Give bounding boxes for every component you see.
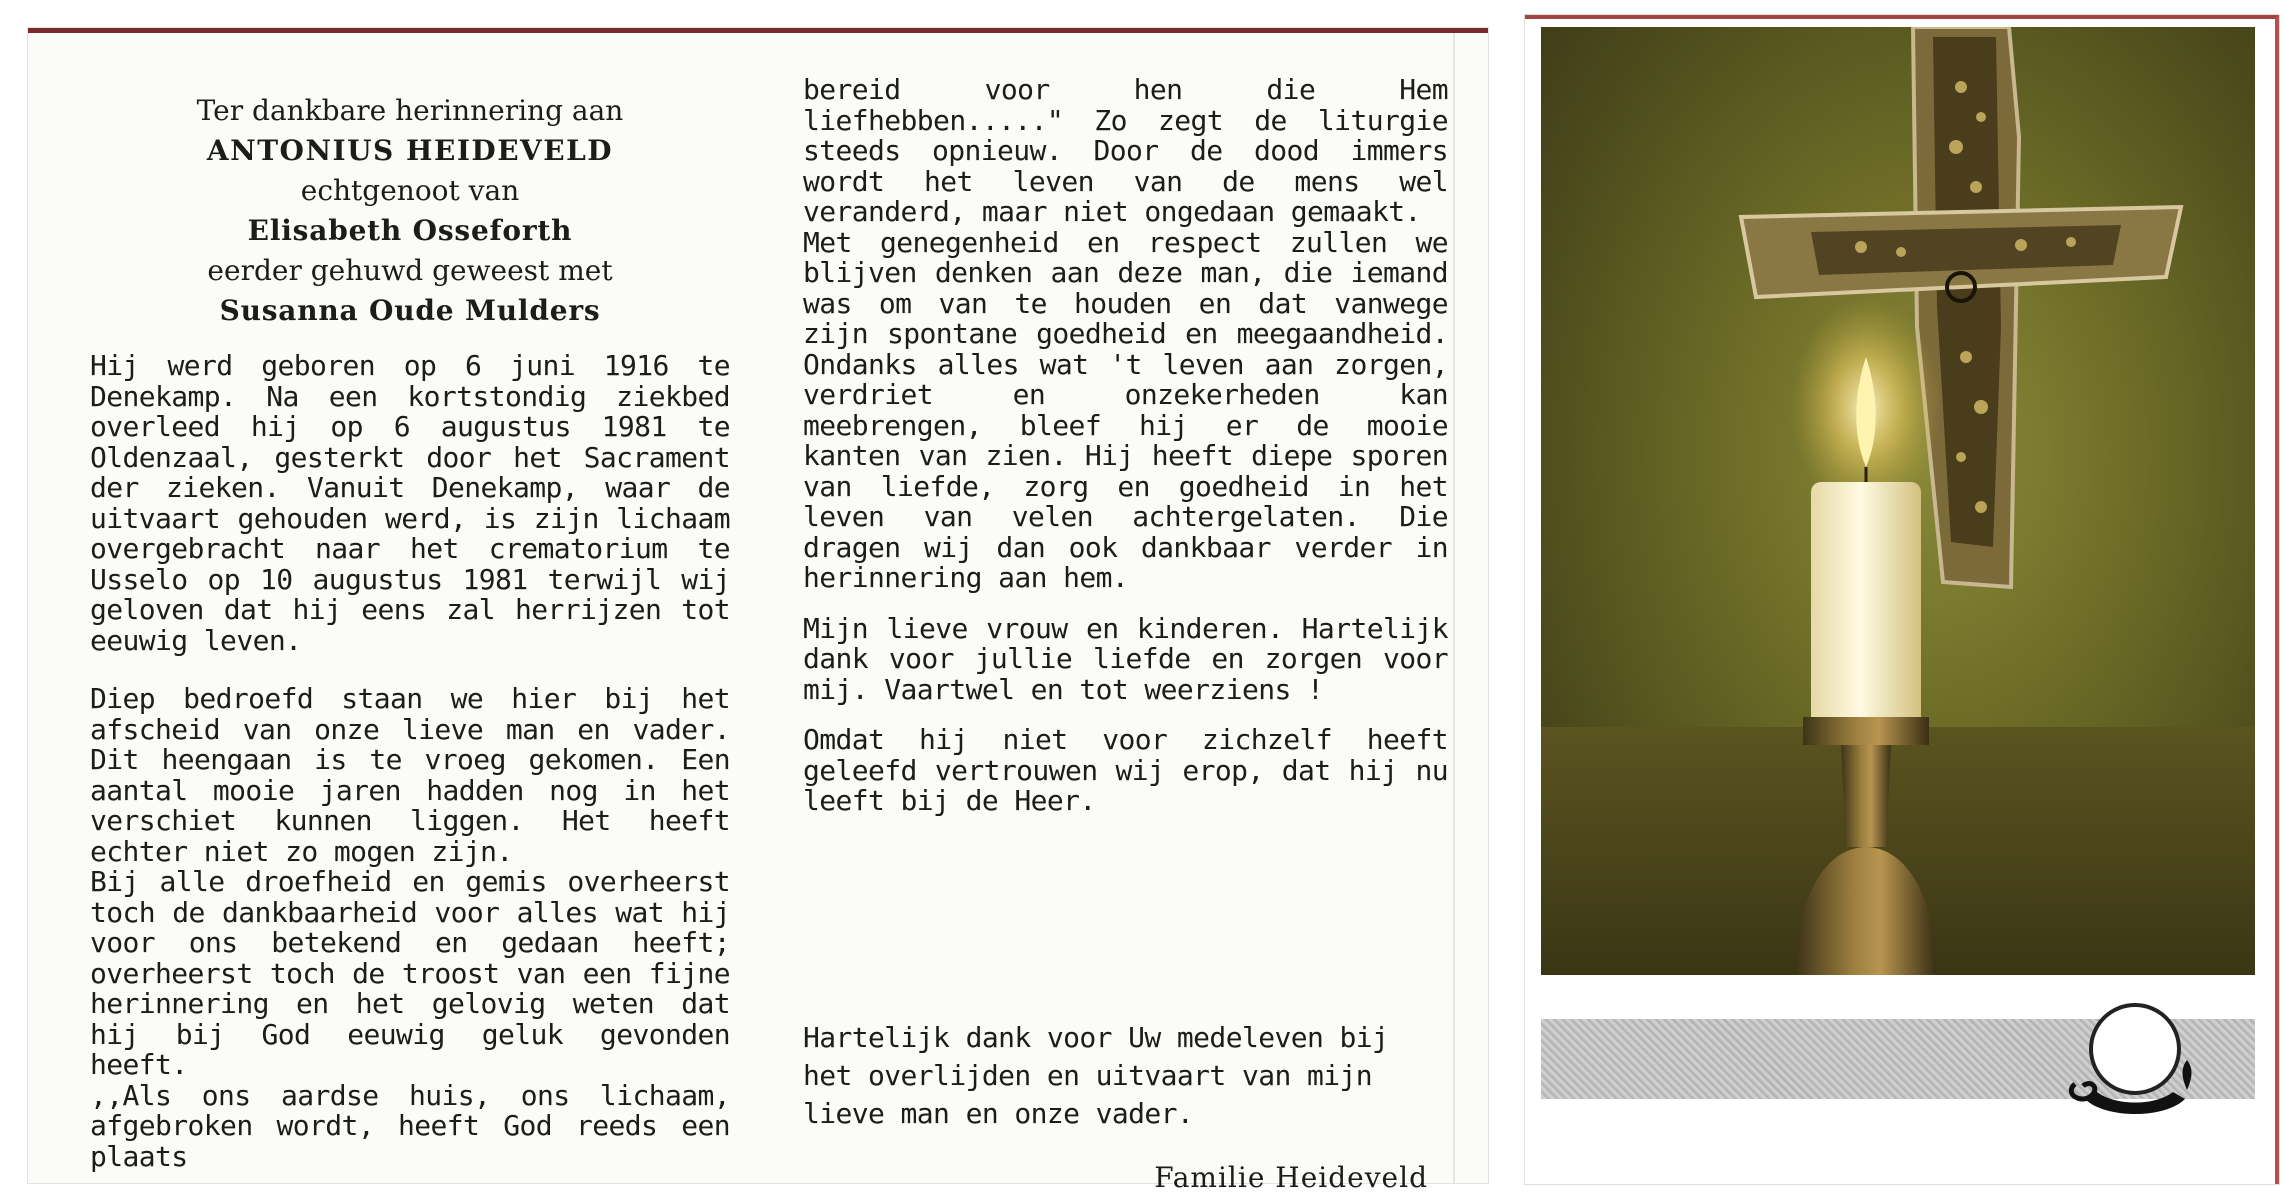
header-intro: Ter dankbare herinnering aan <box>196 94 624 127</box>
deceased-name: ANTONIUS HEIDEVELD <box>206 134 614 167</box>
candle-body <box>1811 482 1921 727</box>
right-body <box>803 75 1448 817</box>
paragraph-farewell: Diep bedroefd staan we hier bij het afscheid van onze lieve man en vader. Dit heengaan is te vroeg gekomen. Een aantal mooie jaren hadden nog in het verschiet kunnen liggen. Het heeft echter niet zo mogen zijn. <box>90 682 730 868</box>
previous-spouse-name: Susanna Oude Mulders <box>219 294 601 327</box>
left-column <box>90 33 730 1172</box>
paragraph-scripture-start: ,,Als ons aardse huis, ons lichaam, afgebroken wordt, heeft God reeds een plaats <box>90 1078 730 1173</box>
holder-stem <box>1841 745 1891 847</box>
fold-line <box>1453 33 1455 1183</box>
relation-text: echtgenoot van <box>300 174 520 207</box>
oil-lamp-icon <box>2065 994 2205 1134</box>
previous-relation-text: eerder gehuwd geweest met <box>207 254 613 287</box>
paragraph-remembrance: Met genegenheid en respect zullen we blijven denken aan deze man, die iemand was om van te houden en dat vanwege zijn spontane goedheid en meegaandheid. Ondanks alles wat 't leven aan zorgen, verdriet en onzekerheden kan meebrengen, bleef hij er de mooie kanten van zien. Hij heeft diepe sporen van liefde, zorg en goedheid in het leven van velen achtergelaten. Die dragen wij dan ook dankbaar verder in herinnering aan hem. <box>803 225 1448 594</box>
candle-cross-illustration <box>1541 27 2255 975</box>
spouse-name: Elisabeth Osseforth <box>247 214 573 247</box>
candle-and-cross-photo <box>1541 27 2255 975</box>
paragraph-scripture-end: bereid voor hen die Hem liefhebben....." Zo zegt de liturgie steeds opnieuw. Door de dood immers wordt het leven van de mens wel veranderd, maar niet ongedaan gemaakt. <box>803 73 1448 228</box>
thanks-text: Hartelijk dank voor Uw medeleven bij het overlijden en uitvaart van mijn lieve man en onze vader. <box>803 1021 1389 1130</box>
holder-cup <box>1803 717 1929 745</box>
card-cover <box>1525 15 2279 1184</box>
right-column <box>803 33 1448 817</box>
memorial-header <box>90 91 730 331</box>
left-body <box>90 351 730 1172</box>
paragraph-faith: Omdat hij niet voor zichzelf heeft geleefd vertrouwen wij erop, dat hij nu leeft bij de Heer. <box>803 723 1448 817</box>
family-signature: Familie Heideveld <box>1154 1161 1428 1194</box>
paragraph-gratitude: Bij alle droefheid en gemis overheerst toch de dankbaarheid voor alles wat hij voor ons betekend en gedaan heeft; overheerst toch de troost van een fijne herinnering en het gelovig weten dat hij bij God eeuwig geluk gevonden heeft. <box>90 865 730 1081</box>
paragraph-family-message: Mijn lieve vrouw en kinderen. Hartelijk dank voor jullie liefde en zorgen voor mij. Vaartwel en tot weerziens ! <box>803 611 1448 706</box>
card-inside-spread <box>28 28 1488 1194</box>
paragraph-birth-death: Hij werd geboren op 6 juni 1916 te Denekamp. Na een kortstondig ziekbed overleed hij op 6 augustus 1981 te Oldenzaal, gesterkt door het Sacrament der zieken. Vanuit Denekamp, waar de uitvaart gehouden werd, is zijn lichaam overgebracht naar het crematorium te Usselo op 10 augustus 1981 terwijl wij geloven dat hij eens zal herrijzen tot eeuwig leven. <box>90 349 730 657</box>
